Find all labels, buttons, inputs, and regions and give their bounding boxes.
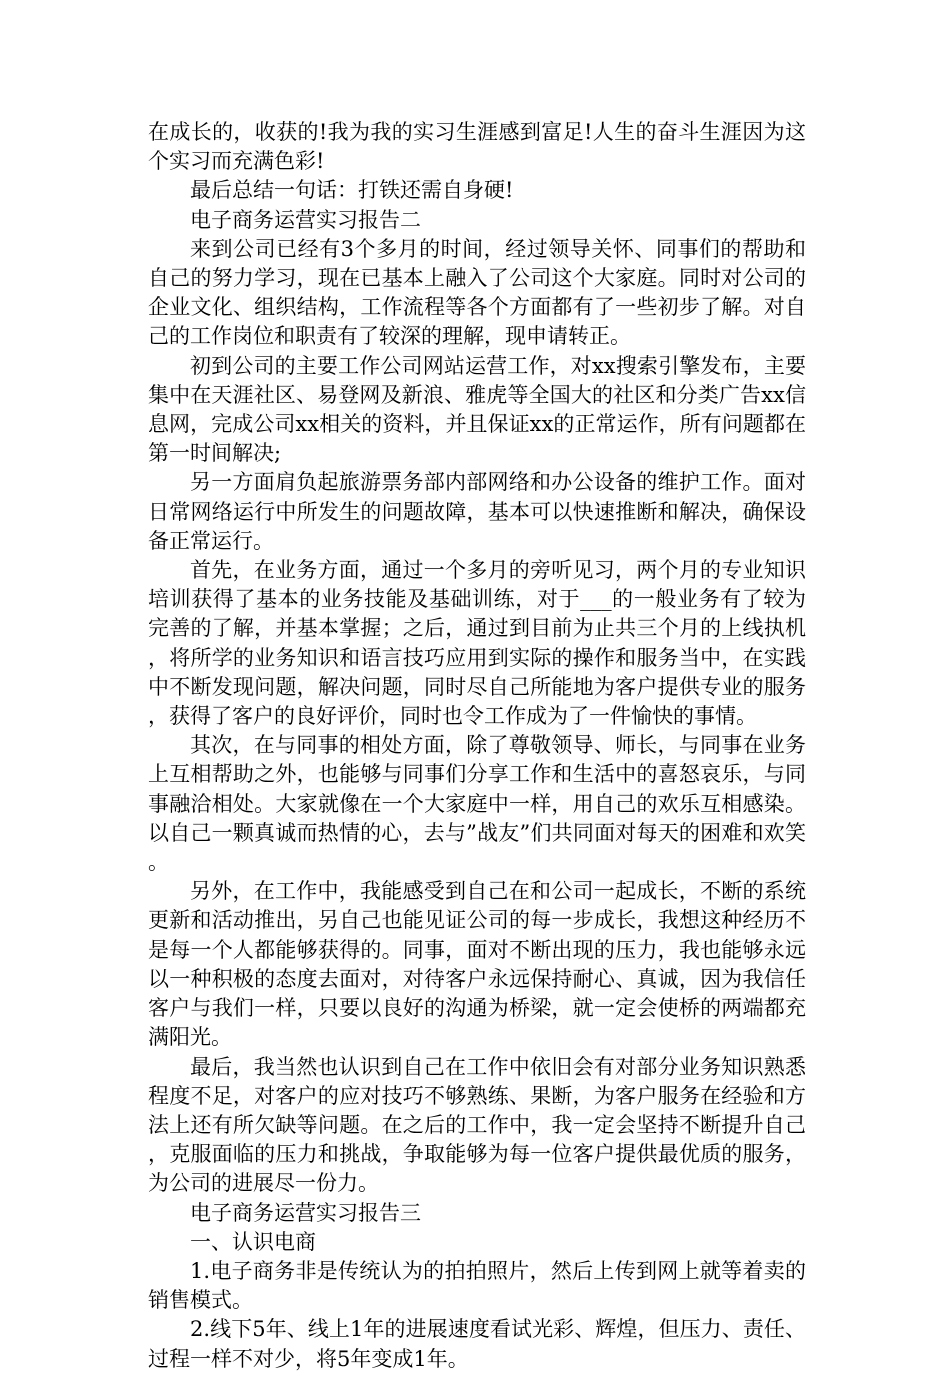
paragraph-network-maintenance: 另一方面肩负起旅游票务部内部网络和办公设备的维护工作。面对日常网络运行中所发生的问题故障，基本可以快速推断和解决，确保设备正常运行。 [148,470,806,553]
paragraph-business-aspect: 首先，在业务方面，通过一个多月的旁听见习，两个月的专业知识培训获得了基本的业务技能及基础训练，对于___的一般业务有了较为完善的了解，并基本掌握；之后，通过到目前为止共三个月的上线执机，将所学的业务知识和语言技巧应用到实际的操作和服务当中，在实践中不断发现问题，解决问题，同时尽自己所能地为客户提供专业的服务，获得了客户的良好评价，同时也令工作成为了一件愉快的事情。 [148,558,806,729]
paragraph-growth: 另外，在工作中，我能感受到自己在和公司一起成长，不断的系统更新和活动推出，另自己也能见证公司的每一步成长，我想这种经历不是每一个人都能够获得的。同事，面对不断出现的压力，我也能够永远以一种积极的态度去面对，对待客户永远保持耐心、真诚，因为我信任客户与我们一样，只要以良好的沟通为桥梁，就一定会使桥的两端都充满阳光。 [148,879,806,1050]
section-heading-report-three: 电子商务运营实习报告三 [190,1200,421,1225]
list-item-1: 1.电子商务非是传统认为的拍拍照片，然后上传到网上就等着卖的销售模式。 [148,1258,806,1313]
paragraph-intro: 来到公司已经有3个多月的时间，经过领导关怀、同事们的帮助和自己的努力学习，现在已基本上融入了公司这个大家庭。同时对公司的企业文化、组织结构，工作流程等各个方面都有了一些初步了解。对自己的工作岗位和职责有了较深的理解，现申请转正。 [148,236,806,349]
list-item-2: 2.线下5年、线上1年的进展速度看试光彩、辉煌，但压力、责任、过程一样不对少，将5年变成1年。 [148,1317,806,1371]
paragraph-finally: 最后，我当然也认识到自己在工作中依旧会有对部分业务知识熟悉程度不足，对客户的应对技巧不够熟练、果断，为客户服务在经验和方法上还有所欠缺等问题。在之后的工作中，我一定会坚持不断提升自己，克服面临的压力和挑战，争取能够为每一位客户提供最优质的服务，为公司的进展尽一份力。 [148,1054,806,1196]
section-heading-report-two: 电子商务运营实习报告二 [190,207,421,232]
document-page [148,118,806,1374]
subheading-understanding-ecommerce: 一、认识电商 [190,1229,316,1254]
paragraph-colleagues: 其次，在与同事的相处方面，除了尊敬领导、师长，与同事在业务上互相帮助之外，也能够与同事们分享工作和生活中的喜怒哀乐，与同事融洽相处。大家就像在一个大家庭中一样，用自己的欢乐互相感染。以自己一颗真诚而热情的心，去与”战友”们共同面对每天的困难和欢笑。 [148,733,806,875]
paragraph-website-operation: 初到公司的主要工作公司网站运营工作，对xx搜索引擎发布，主要集中在天涯社区、易登网及新浪、雅虎等全国大的社区和分类广告xx信息网，完成公司xx相关的资料，并且保证xx的正常运作，所有问题都在第一时间解决; [148,353,806,466]
paragraph-summary: 最后总结一句话：打铁还需自身硬! [190,178,514,203]
paragraph-closing-line: 在成长的，收获的!我为我的实习生涯感到富足!人生的奋斗生涯因为这个实习而充满色彩! [148,120,806,174]
